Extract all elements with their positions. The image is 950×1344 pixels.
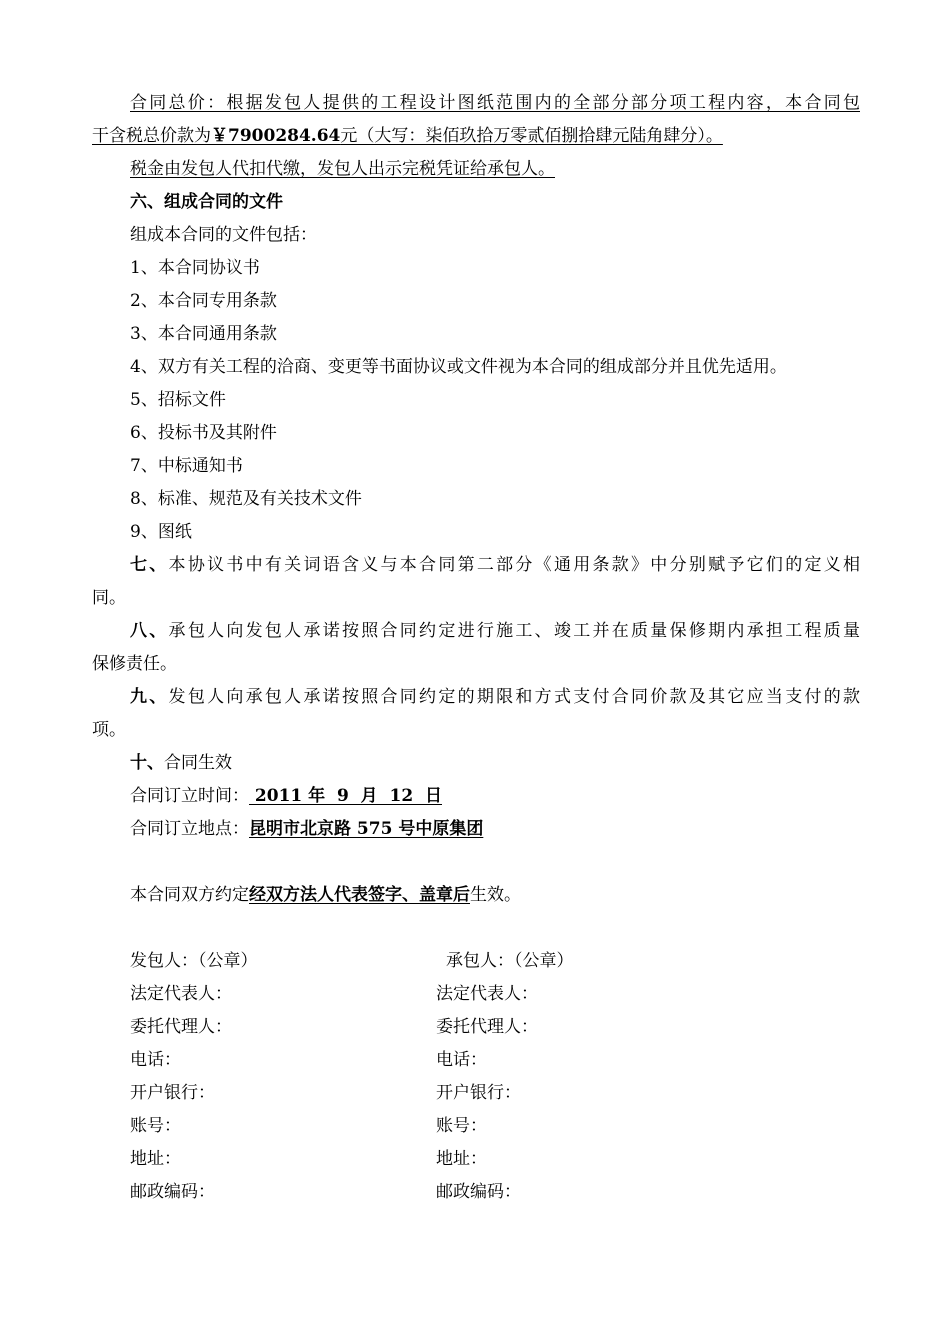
list-item: 5、招标文件 [130, 390, 226, 410]
section10-heading [130, 752, 860, 774]
section6-heading: 六、组成合同的文件 [130, 192, 283, 212]
effect-prefix: 本合同双方约定 [130, 885, 249, 905]
list-item: 3、本合同通用条款 [130, 324, 277, 344]
signing-time-value: 2011 年 9 月 12 日 [249, 786, 442, 806]
contractor-seal-label: 承包人：（公章） [446, 951, 574, 971]
contractor-field: 账号： [436, 1116, 487, 1136]
list-item: 4、双方有关工程的洽商、变更等书面协议或文件视为本合同的组成部分并且优先适用。 [130, 357, 787, 377]
section8-number: 八、 [130, 621, 169, 641]
section9-line-2: 项。 [92, 720, 126, 740]
section9-text: 发包人向承包人承诺按照合同约定的期限和方式支付合同价款及其它应当支付的款 [168, 687, 861, 707]
signing-place [130, 818, 860, 840]
contract-amount: ￥7900284.64 [211, 126, 341, 146]
list-item: 9、图纸 [130, 522, 192, 542]
employer-field: 电话： [130, 1050, 181, 1070]
list-item: 1、本合同协议书 [130, 258, 260, 278]
signing-place-value: 昆明市北京路 575 号中原集团 [249, 819, 484, 839]
contractor-field: 法定代表人： [436, 984, 538, 1004]
section8-line-2: 保修责任。 [92, 654, 177, 674]
section9-number: 九、 [130, 687, 169, 707]
section7-number: 七、 [130, 555, 169, 575]
signing-time [130, 785, 860, 807]
price-line-1: 合同总价：根据发包人提供的工程设计图纸范围内的全部分部分项工程内容，本合同包 [130, 93, 860, 113]
section7-text: 本协议书中有关词语含义与本合同第二部分《通用条款》中分别赋予它们的定义相 [168, 555, 861, 575]
employer-field: 账号： [130, 1116, 181, 1136]
signing-time-label: 合同订立时间： [130, 786, 249, 806]
employer-field: 邮政编码： [130, 1182, 215, 1202]
price-line-2-suffix: 元（大写：柒佰玖拾万零贰佰捌拾肆元陆角肆分）。 [340, 126, 723, 146]
section7-line-1 [130, 554, 860, 576]
contractor-field: 电话： [436, 1050, 487, 1070]
section10-title: 合同生效 [164, 753, 232, 773]
employer-field: 地址： [130, 1149, 181, 1169]
contractor-field: 开户银行： [436, 1083, 521, 1103]
price-line-2-prefix: 干含税总价款为 [92, 126, 211, 146]
contractor-field: 邮政编码： [436, 1182, 521, 1202]
employer-field: 委托代理人： [130, 1017, 232, 1037]
price-line-2 [92, 125, 723, 147]
effect-suffix: 生效。 [470, 885, 521, 905]
employer-seal-label: 发包人：（公章） [130, 951, 258, 971]
employer-field: 开户银行： [130, 1083, 215, 1103]
list-item: 7、中标通知书 [130, 456, 243, 476]
section7-line-2: 同。 [92, 588, 126, 608]
tax-note: 税金由发包人代扣代缴，发包人出示完税凭证给承包人。 [130, 159, 555, 179]
section8-line-1 [130, 620, 860, 642]
section9-line-1 [130, 686, 860, 708]
list-item: 6、投标书及其附件 [130, 423, 277, 443]
list-item: 2、本合同专用条款 [130, 291, 277, 311]
contractor-field: 委托代理人： [436, 1017, 538, 1037]
employer-field: 法定代表人： [130, 984, 232, 1004]
list-item: 8、标准、规范及有关技术文件 [130, 489, 362, 509]
contractor-field: 地址： [436, 1149, 487, 1169]
effect-condition: 经双方法人代表签字、盖章后 [249, 885, 470, 905]
section8-text: 承包人向发包人承诺按照合同约定进行施工、竣工并在质量保修期内承担工程质量 [168, 621, 861, 641]
section10-number: 十、 [130, 753, 164, 773]
section6-intro: 组成本合同的文件包括： [130, 225, 317, 245]
signing-place-label: 合同订立地点： [130, 819, 249, 839]
effect-clause [130, 884, 860, 906]
